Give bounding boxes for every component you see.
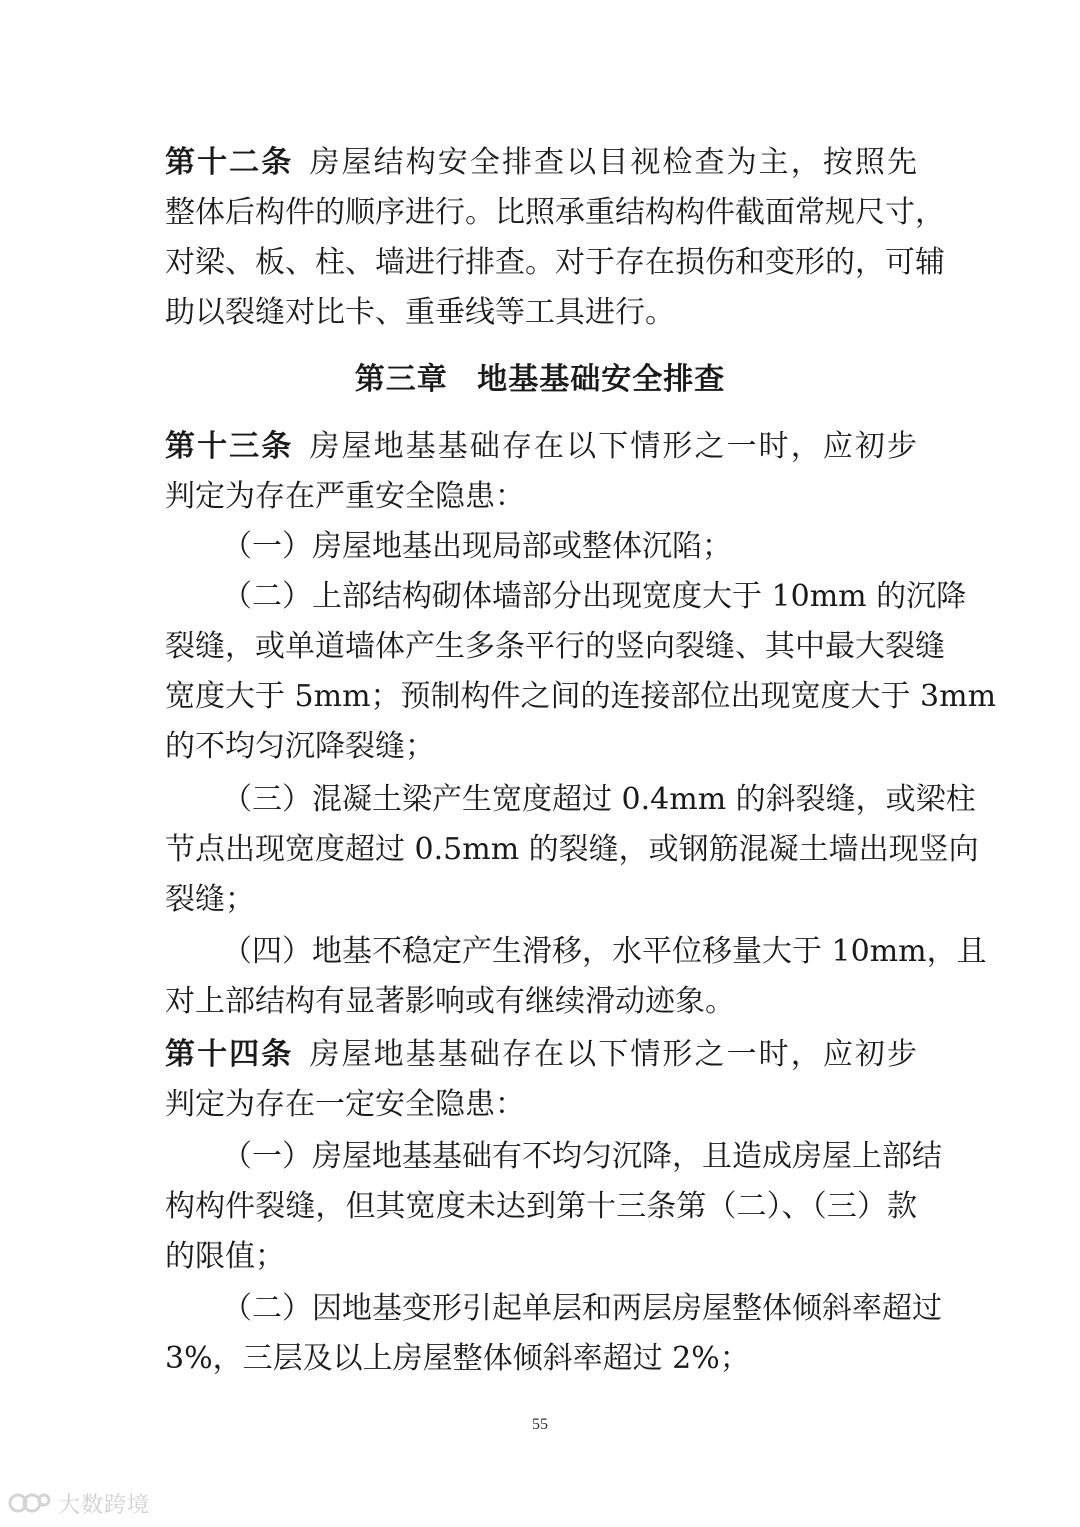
article-12-line-2: 整体后构件的顺序进行。比照承重结构构件截面常规尺寸， (165, 195, 945, 230)
article-13-item-2-line-3: 宽度大于 5mm；预制构件之间的连接部位出现宽度大于 3mm (165, 679, 997, 714)
article-12-line-1 (165, 143, 917, 183)
brand-logo-icon (8, 1488, 52, 1518)
watermark (8, 1486, 150, 1520)
article-14-line-1 (165, 1035, 917, 1075)
article-13-line-1 (165, 427, 917, 467)
article-13-item-1-line-1: （一）房屋地基出现局部或整体沉陷； (222, 529, 732, 564)
article-13-heading: 第十三条 (165, 429, 294, 464)
article-13-text: 房屋地基基础存在以下情形之一时，应初步 (307, 429, 918, 464)
watermark-text: 大数跨境 (58, 1492, 151, 1518)
article-13-item-3-line-3: 裂缝； (165, 882, 255, 917)
article-14-item-1-line-1: （一）房屋地基基础有不均匀沉降，且造成房屋上部结 (222, 1139, 942, 1174)
article-12-line-3: 对梁、板、柱、墙进行排查。对于存在损伤和变形的，可辅 (165, 245, 945, 280)
article-14-line-2: 判定为存在一定安全隐患： (165, 1087, 525, 1122)
article-13-item-3-line-1: （三）混凝土梁产生宽度超过 0.4mm 的斜裂缝，或梁柱 (222, 782, 976, 817)
article-13-item-4-line-2: 对上部结构有显著影响或有继续滑动迹象。 (165, 984, 735, 1019)
article-13-line-2: 判定为存在严重安全隐患： (165, 479, 525, 514)
chapter-3-title: 第三章 地基基础安全排查 (354, 362, 726, 397)
article-14-item-1-line-2: 构构件裂缝，但其宽度未达到第十三条第（二）、（三）款 (165, 1189, 917, 1224)
article-14-heading: 第十四条 (165, 1037, 294, 1072)
article-12-text: 房屋结构安全排查以目视检查为主，按照先 (307, 145, 918, 180)
article-12-heading: 第十二条 (165, 145, 294, 180)
article-14-text: 房屋地基基础存在以下情形之一时，应初步 (307, 1037, 918, 1072)
article-14-item-1-line-3: 的限值； (165, 1239, 285, 1274)
article-12-line-4: 助以裂缝对比卡、重垂线等工具进行。 (165, 295, 675, 330)
article-14-item-2-line-1: （二）因地基变形引起单层和两层房屋整体倾斜率超过 (222, 1291, 942, 1326)
article-14-item-2-line-2: 3%，三层及以上房屋整体倾斜率超过 2%； (165, 1341, 750, 1376)
article-13-item-4-line-1: （四）地基不稳定产生滑移，水平位移量大于 10mm，且 (222, 934, 987, 969)
article-13-item-3-line-2: 节点出现宽度超过 0.5mm 的裂缝，或钢筋混凝土墙出现竖向 (165, 832, 979, 867)
page-number: 55 (532, 1416, 548, 1433)
article-13-item-2-line-4: 的不均匀沉降裂缝； (165, 729, 435, 764)
article-13-item-2-line-2: 裂缝，或单道墙体产生多条平行的竖向裂缝、其中最大裂缝 (165, 629, 945, 664)
article-13-item-2-line-1: （二）上部结构砌体墙部分出现宽度大于 10mm 的沉降 (222, 579, 967, 614)
